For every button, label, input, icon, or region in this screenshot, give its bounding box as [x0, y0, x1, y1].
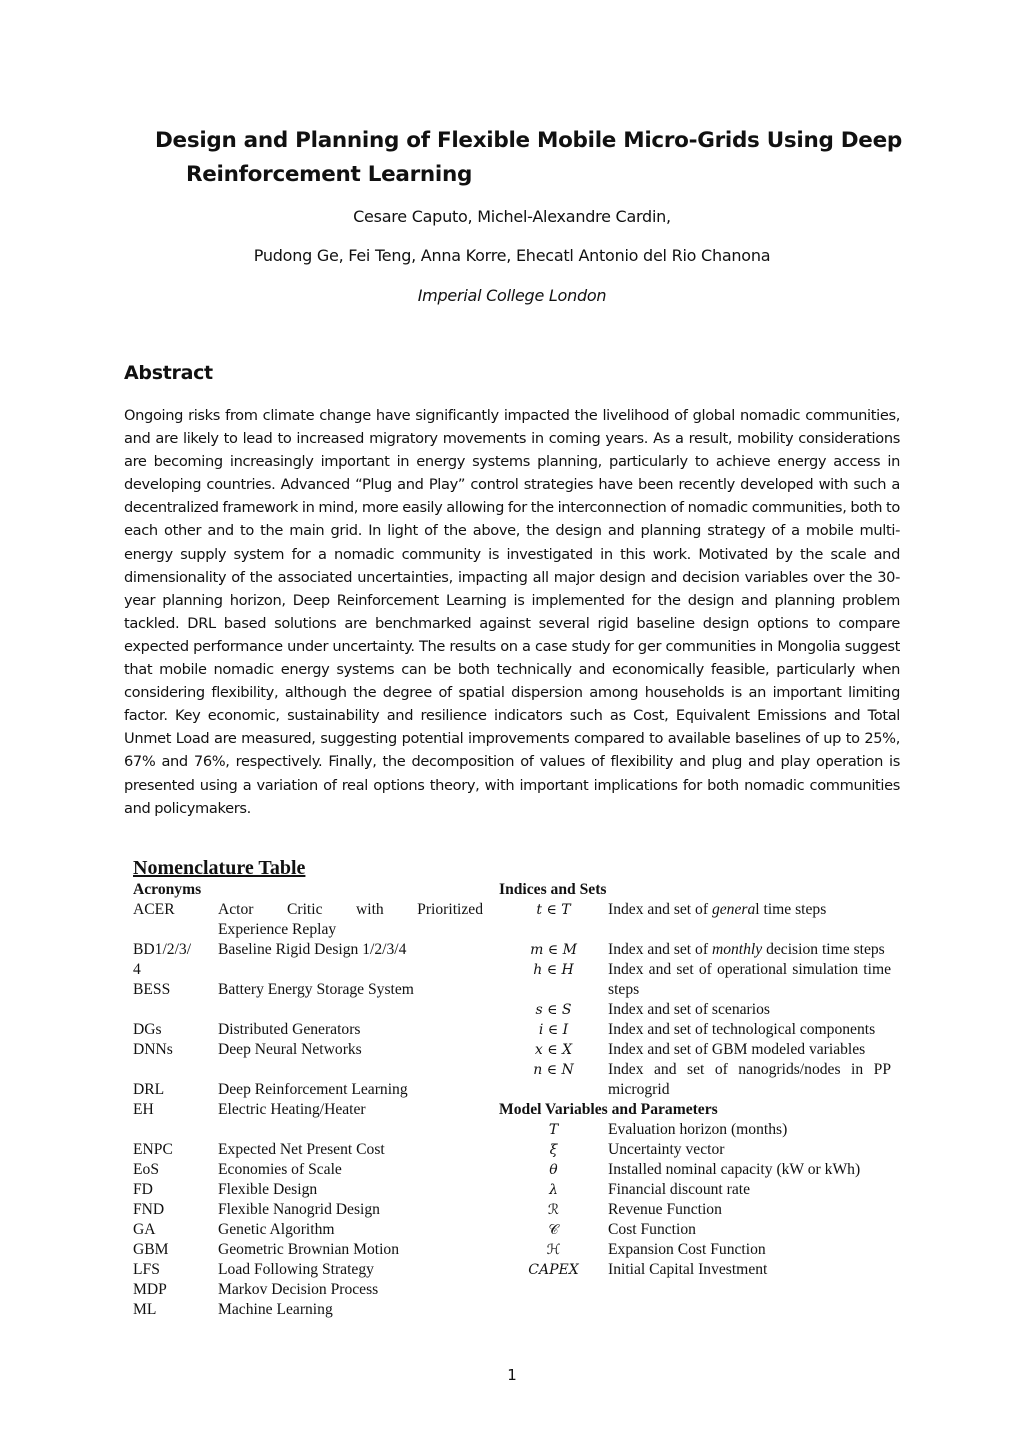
index-row [499, 940, 891, 960]
variables-heading: Model Variables and Parameters [499, 1101, 718, 1118]
paper-title [155, 124, 915, 192]
variable-symbol: ξ [549, 1142, 558, 1158]
acronym: GA [133, 1221, 156, 1238]
variable-definition: Installed nominal capacity (kW or kWh) [608, 1161, 861, 1178]
acronym-row [133, 1020, 483, 1040]
acronym: BESS [133, 981, 171, 998]
variable-definition: Cost Function [608, 1221, 696, 1238]
acronym: FND [133, 1201, 165, 1218]
variable-definition: Revenue Function [608, 1201, 722, 1218]
index-row [499, 1040, 891, 1060]
abstract-heading: Abstract [124, 362, 213, 384]
variable-definition: Evaluation horizon (months) [608, 1121, 788, 1138]
authors-line-2: Pudong Ge, Fei Teng, Anna Korre, Ehecatl Antonio del Rio Chanona [253, 246, 771, 265]
acronym-definition-line: Actor Critic with Prioritized [218, 901, 483, 918]
acronyms-column [133, 880, 483, 1320]
acronym-definition: Flexible Nanogrid Design [218, 1201, 380, 1218]
index-row [499, 900, 891, 920]
acronym-definition: Electric Heating/Heater [218, 1101, 366, 1118]
acronym-row [133, 1240, 483, 1260]
acronym: FD [133, 1181, 153, 1198]
acronym: ML [133, 1301, 157, 1318]
index-definition [608, 940, 891, 960]
index-symbol: x ∈ X [534, 1042, 573, 1058]
acronym-row [133, 1260, 483, 1280]
variable-row [499, 1200, 891, 1220]
indices-heading: Indices and Sets [499, 881, 607, 898]
index-symbol: h ∈ H [533, 962, 574, 978]
index-definition: Index and set of operational simulation time steps [608, 961, 891, 998]
acronym: GBM [133, 1241, 169, 1258]
acronym-row [133, 1160, 483, 1180]
acronym: DGs [133, 1021, 162, 1038]
affiliation: Imperial College London [417, 286, 607, 305]
variable-row [499, 1260, 891, 1280]
index-row [499, 1020, 891, 1040]
acronym-definition: Load Following Strategy [218, 1261, 374, 1278]
variable-row [499, 1160, 891, 1180]
variable-definition: Financial discount rate [608, 1181, 751, 1198]
acronym-definition: Distributed Generators [218, 1021, 361, 1038]
definition-emphasis: monthly [711, 941, 763, 958]
acronym-row [133, 980, 483, 1000]
index-symbol: n ∈ N [533, 1062, 574, 1078]
index-row [499, 1000, 891, 1020]
acronym-definition: Machine Learning [218, 1301, 333, 1318]
acronym: ENPC [133, 1141, 173, 1158]
variable-row [499, 1240, 891, 1260]
acronym-line: 4 [133, 961, 141, 978]
page-number: 1 [507, 1366, 517, 1384]
index-definition: Index and set of scenarios [608, 1001, 770, 1018]
acronym: ACER [133, 901, 175, 918]
acronym-row [133, 900, 483, 940]
definition-text: Index and set of [608, 941, 712, 958]
variable-definition: Expansion Cost Function [608, 1241, 766, 1258]
index-definition [608, 900, 891, 920]
abstract-text: Ongoing risks from climate change have significantly impacted the livelihood of global nomadic communities, and are likely to lead to increased migratory movements in coming years. As a result, mobility considerations are becoming increasingly important in energy systems planning, particularly to achieve energy access in developing countries. Advanced “Plug and Play” control strategies have been recently developed with such a decentralized framework in mind, more easily allowing for the interconnection of nomadic communities, both to each other and to the main grid. In light of the above, the design and planning strategy of a mobile multi-energy supply system for a nomadic community is investigated in this work. Motivated by the scale and dimensionality of the associated uncertainties, impacting all major design and decision variables over the 30-year planning horizon, Deep Reinforcement Learning is implemented for the design and planning problem tackled. DRL based solutions are benchmarked against several rigid baseline design options to compare expected performance under uncertainty. The results on a case study for ger communities in Mongolia suggest that mobile nomadic energy systems can be both technically and economically feasible, particularly when considering flexibility, although the degree of spatial dispersion among households is an important limiting factor. Key economic, sustainability and resilience indicators such as Cost, Equivalent Emissions and Total Unmet Load are measured, suggesting potential improvements compared to available baselines of up to 25%, 67% and 76%, respectively. Finally, the decomposition of values of flexibility and plug and play operation is presented using a variation of real options theory, with important implications for both nomadic communities and policymakers. [124, 407, 900, 817]
acronym-definition: Genetic Algorithm [218, 1221, 335, 1238]
index-symbol: i ∈ I [538, 1022, 569, 1038]
acronym-definition [218, 900, 483, 940]
acronym: LFS [133, 1261, 160, 1278]
index-row [499, 1060, 891, 1100]
variable-symbol: 𝒞 [548, 1222, 559, 1238]
acronym-definition: Baseline Rigid Design 1/2/3/4 [218, 941, 407, 958]
acronym-row [133, 1180, 483, 1200]
authors-line-1: Cesare Caputo, Michel-Alexandre Cardin, [353, 207, 671, 226]
index-symbol: s ∈ S [535, 1002, 572, 1018]
acronyms-heading: Acronyms [133, 881, 202, 898]
index-definition: Index and set of GBM modeled variables [608, 1041, 866, 1058]
variable-definition: Uncertainty vector [608, 1141, 725, 1158]
acronym [133, 940, 218, 980]
acronym: DNNs [133, 1041, 173, 1058]
variable-row [499, 1140, 891, 1160]
acronym: DRL [133, 1081, 165, 1098]
acronym-definition-line: Experience Replay [218, 921, 337, 938]
paper-title-line-2: Reinforcement Learning [186, 162, 473, 187]
acronym-row [133, 1220, 483, 1240]
acronym-definition: Expected Net Present Cost [218, 1141, 385, 1158]
nomenclature-table [133, 856, 893, 1318]
index-definition: Index and set of technological components [608, 1021, 876, 1038]
nomenclature-title: Nomenclature Table [133, 857, 306, 879]
variable-symbol: ℛ [547, 1202, 560, 1218]
index-symbol: m ∈ M [530, 942, 577, 958]
definition-text: l time steps [755, 901, 827, 918]
variable-symbol: λ [549, 1182, 558, 1198]
variable-row [499, 1220, 891, 1240]
definition-text: decision time steps [762, 941, 885, 958]
acronym: MDP [133, 1281, 167, 1298]
variable-row [499, 1180, 891, 1200]
acronym-definition: Battery Energy Storage System [218, 981, 414, 998]
index-definition: Index and set of nanogrids/nodes in PP microgrid [608, 1061, 891, 1098]
index-symbol: t ∈ T [536, 902, 571, 918]
symbols-column [499, 880, 891, 1280]
acronym-row [133, 1280, 483, 1300]
acronym-row [133, 1300, 483, 1320]
acronym-definition: Economies of Scale [218, 1161, 342, 1178]
acronym-line: BD1/2/3/ [133, 941, 192, 958]
definition-emphasis: genera [711, 901, 756, 918]
index-row [499, 960, 891, 1000]
variable-symbol: CAPEX [528, 1262, 579, 1278]
variable-symbol: θ [549, 1162, 558, 1178]
acronym-definition: Geometric Brownian Motion [218, 1241, 400, 1258]
acronym-definition: Deep Neural Networks [218, 1041, 362, 1058]
acronym-definition: Flexible Design [218, 1181, 318, 1198]
acronym-row [133, 1140, 483, 1160]
variable-symbol: T [548, 1122, 559, 1138]
acronym-row [133, 1080, 483, 1100]
acronym-row [133, 1200, 483, 1220]
acronym-definition: Markov Decision Process [218, 1281, 379, 1298]
acronym: EH [133, 1101, 154, 1118]
acronym: EoS [133, 1161, 159, 1178]
definition-text: Index and set of [608, 901, 712, 918]
acronym-definition: Deep Reinforcement Learning [218, 1081, 408, 1098]
variable-definition: Initial Capital Investment [608, 1261, 768, 1278]
variable-symbol: ℋ [546, 1242, 561, 1258]
variable-row [499, 1120, 891, 1140]
paper-title-line-1: Design and Planning of Flexible Mobile Micro-Grids Using Deep [155, 128, 902, 153]
acronym-row [133, 940, 483, 980]
acronym-row [133, 1040, 483, 1060]
acronym-row [133, 1100, 483, 1120]
